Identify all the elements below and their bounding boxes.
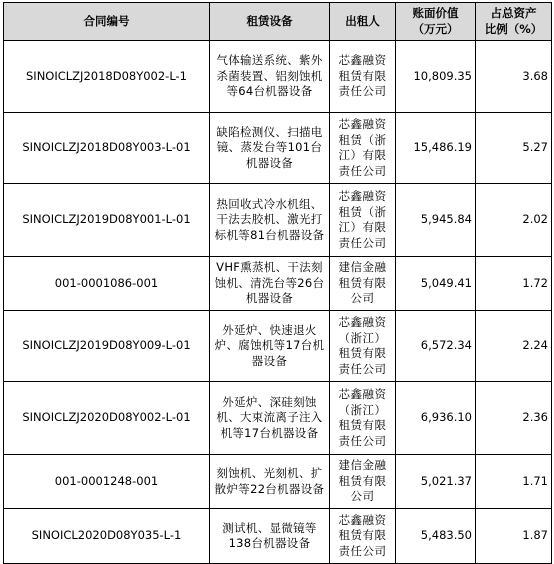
lessor-cell: 芯鑫融资租赁有限责任公司	[330, 41, 396, 113]
table-row	[4, 311, 552, 382]
equipment-cell: 气体输送系统、紫外杀菌装置、铝刻蚀机等64台机器设备	[210, 41, 330, 113]
equipment-cell: 热回收式冷水机组、干法去胶机、激光打标机等81台机器设备	[210, 184, 330, 257]
header-share	[476, 3, 552, 41]
lessor-cell: 建信金融租赁有限公司	[330, 257, 396, 311]
contract-no-cell: SINOICLZJ2020D08Y002-L-01	[4, 382, 210, 455]
table-row	[4, 382, 552, 455]
lease-equipment-table	[3, 2, 552, 564]
book-value-cell: 5,945.84	[396, 184, 476, 257]
header-contract-no: 合同编号	[4, 3, 210, 41]
contract-no-cell: 001-0001086-001	[4, 257, 210, 311]
book-value-cell: 6,936.10	[396, 382, 476, 455]
equipment-cell: 缺陷检测仪、扫描电镜、蒸发台等101台机器设备	[210, 113, 330, 184]
table-row	[4, 509, 552, 564]
book-value-cell: 10,809.35	[396, 41, 476, 113]
contract-no-cell: SINOICL2020D08Y035-L-1	[4, 509, 210, 564]
table-row	[4, 41, 552, 113]
table-row	[4, 184, 552, 257]
header-lessor: 出租人	[330, 3, 396, 41]
lessor-cell: 芯鑫融资租赁（浙江）有限责任公司	[330, 113, 396, 184]
equipment-cell: VHF熏蒸机、干法刻蚀机、清洗台等26台机器设备	[210, 257, 330, 311]
lessor-cell: 芯鑫融资租赁（浙江）有限责任公司	[330, 184, 396, 257]
book-value-cell: 5,049.41	[396, 257, 476, 311]
equipment-cell: 外延炉、快速退火炉、腐蚀机等17台机器设备	[210, 311, 330, 382]
lessor-cell: 芯鑫融资（浙江）租赁有限责任公司	[330, 311, 396, 382]
book-value-cell: 5,483.50	[396, 509, 476, 564]
share-cell: 1.72	[476, 257, 552, 311]
share-cell: 2.36	[476, 382, 552, 455]
contract-no-cell: SINOICLZJ2019D08Y009-L-01	[4, 311, 210, 382]
share-cell: 3.68	[476, 41, 552, 113]
book-value-cell: 5,021.37	[396, 455, 476, 509]
contract-no-cell: SINOICLZJ2018D08Y002-L-1	[4, 41, 210, 113]
share-cell: 1.71	[476, 455, 552, 509]
header-equipment: 租赁设备	[210, 3, 330, 41]
contract-no-cell: 001-0001248-001	[4, 455, 210, 509]
equipment-cell: 刻蚀机、光刻机、扩散炉等22台机器设备	[210, 455, 330, 509]
lessor-cell: 建信金融租赁有限公司	[330, 455, 396, 509]
table-header-row	[4, 3, 552, 41]
contract-no-cell: SINOICLZJ2018D08Y003-L-01	[4, 113, 210, 184]
lessor-cell: 芯鑫融资租赁有限责任公司	[330, 509, 396, 564]
share-cell: 2.24	[476, 311, 552, 382]
book-value-cell: 15,486.19	[396, 113, 476, 184]
header-book-value-line2: （万元）	[412, 21, 459, 36]
equipment-cell: 测试机、显微镜等138台机器设备	[210, 509, 330, 564]
equipment-cell: 外延炉、深硅刻蚀机、大束流离子注入机等17台机器设备	[210, 382, 330, 455]
book-value-cell: 6,572.34	[396, 311, 476, 382]
table-row	[4, 113, 552, 184]
header-share-line1: 占总资产	[490, 6, 537, 20]
contract-no-cell: SINOICLZJ2019D08Y001-L-01	[4, 184, 210, 257]
header-book-value	[396, 3, 476, 41]
share-cell: 1.87	[476, 509, 552, 564]
lessor-cell: 芯鑫融资（浙江）租赁有限责任公司	[330, 382, 396, 455]
share-cell: 2.02	[476, 184, 552, 257]
table-row	[4, 257, 552, 311]
header-share-line2: 比例（%）	[484, 21, 543, 36]
share-cell: 5.27	[476, 113, 552, 184]
table-row	[4, 455, 552, 509]
header-book-value-line1: 账面价值	[412, 6, 459, 20]
